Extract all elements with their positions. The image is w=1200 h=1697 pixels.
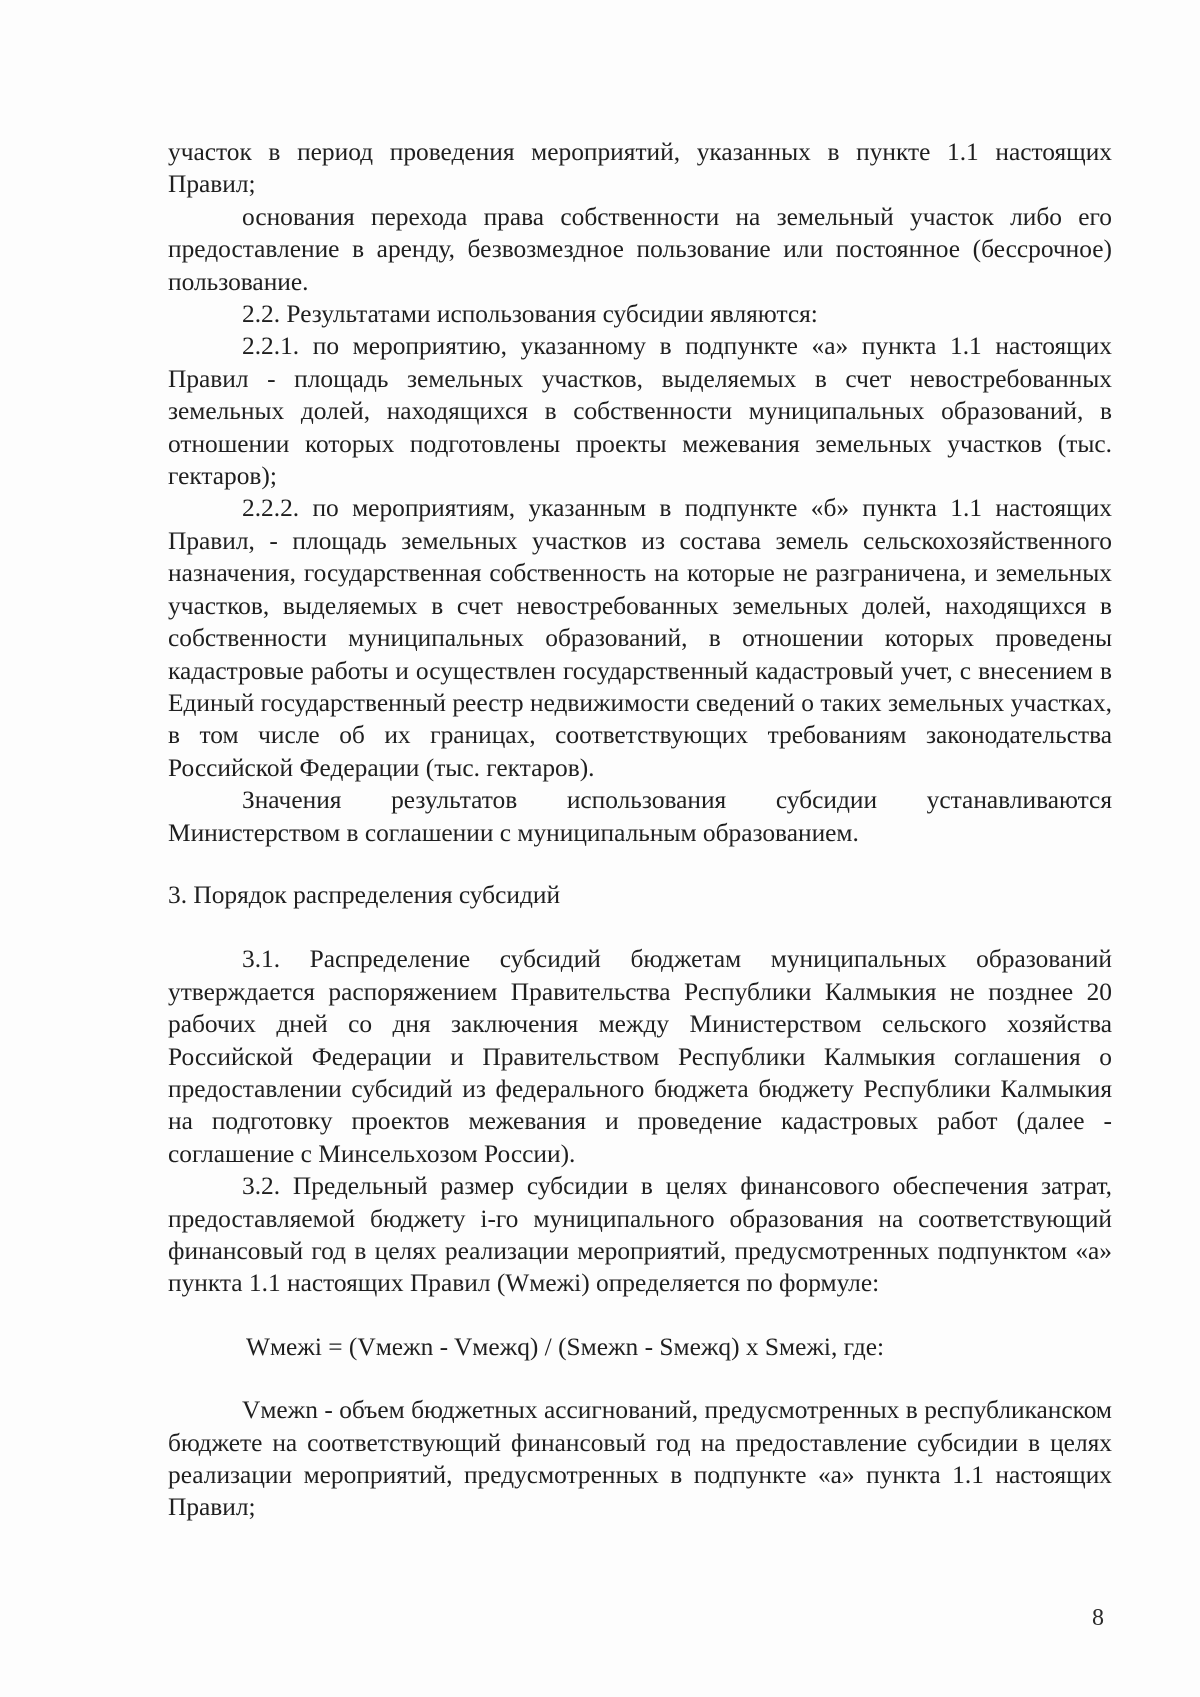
- paragraph-result-values: Значения результатов использования субсидии устанавливаются Министерством в соглашении с муниципальным образованием.: [168, 786, 1112, 847]
- formula: Wмежi = (Vмежn - Vмежq) / (Sмежn - Sмежq) x Sмежi, где:: [246, 1332, 885, 1361]
- paragraph-continuation: участок в период проведения мероприятий, указанных в пункте 1.1 настоящих Правил;: [168, 138, 1112, 199]
- paragraph-definition-vmezhn: Vмежn - объем бюджетных ассигнований, предусмотренных в республиканском бюджете на соответствующий финансовый год на предоставление субсидии в целях реализации мероприятий, предусмотренных в подпункте «а» пункта 1.1 настоящих Правил;: [168, 1396, 1112, 1522]
- paragraph-2-2: 2.2. Результатами использования субсидии являются:: [242, 300, 818, 329]
- paragraph-2-2-2: 2.2.2. по мероприятиям, указанным в подпункте «б» пункта 1.1 настоящих Правил, - площадь земельных участков из состава земель сельскохозяйственного назначения, государственная собственность на которые не разграничена, и земельных участков, выделяемых в счет невостребованных земельных долей, находящихся в собственности муниципальных образований, в отношении которых проведены кадастровые работы и осуществлен государственный кадастровый учет, с внесением в Единый государственный реестр недвижимости сведений о таких земельных участках, в том числе об их границах, соответствующих требованиям законодательства Российской Федерации (тыс. гектаров).: [168, 494, 1112, 782]
- paragraph-3-1: 3.1. Распределение субсидий бюджетам муниципальных образований утверждается распоряжением Правительства Республики Калмыкия не позднее 20 рабочих дней со дня заключения между Министерством сельского хозяйства Российской Федерации и Правительством Республики Калмыкия соглашения о предоставлении субсидий из федерального бюджета бюджету Республики Калмыкия на подготовку проектов межевания и проведение кадастровых работ (далее - соглашение с Минсельхозом России).: [168, 945, 1112, 1168]
- page-number: 8: [1092, 1605, 1104, 1631]
- paragraph-3-2: 3.2. Предельный размер субсидии в целях финансового обеспечения затрат, предоставляемой бюджету i-го муниципального образования на соответствующий финансовый год в целях реализации мероприятий, предусмотренных подпунктом «а» пункта 1.1 настоящих Правил (Wмежi) определяется по формуле:: [168, 1172, 1112, 1298]
- paragraph-2-2-1: 2.2.1. по мероприятию, указанному в подпункте «а» пункта 1.1 настоящих Правил - площадь земельных участков, выделяемых в счет невостребованных земельных долей, находящихся в собственности муниципальных образований, в отношении которых подготовлены проекты межевания земельных участков (тыс. гектаров);: [168, 332, 1112, 491]
- section-heading: 3. Порядок распределения субсидий: [168, 880, 561, 909]
- paragraph-ownership-grounds: основания перехода права собственности на земельный участок либо его предоставление в аренду, безвозмездное пользование или постоянное (бессрочное) пользование.: [168, 202, 1112, 296]
- document-body: [168, 136, 1112, 1524]
